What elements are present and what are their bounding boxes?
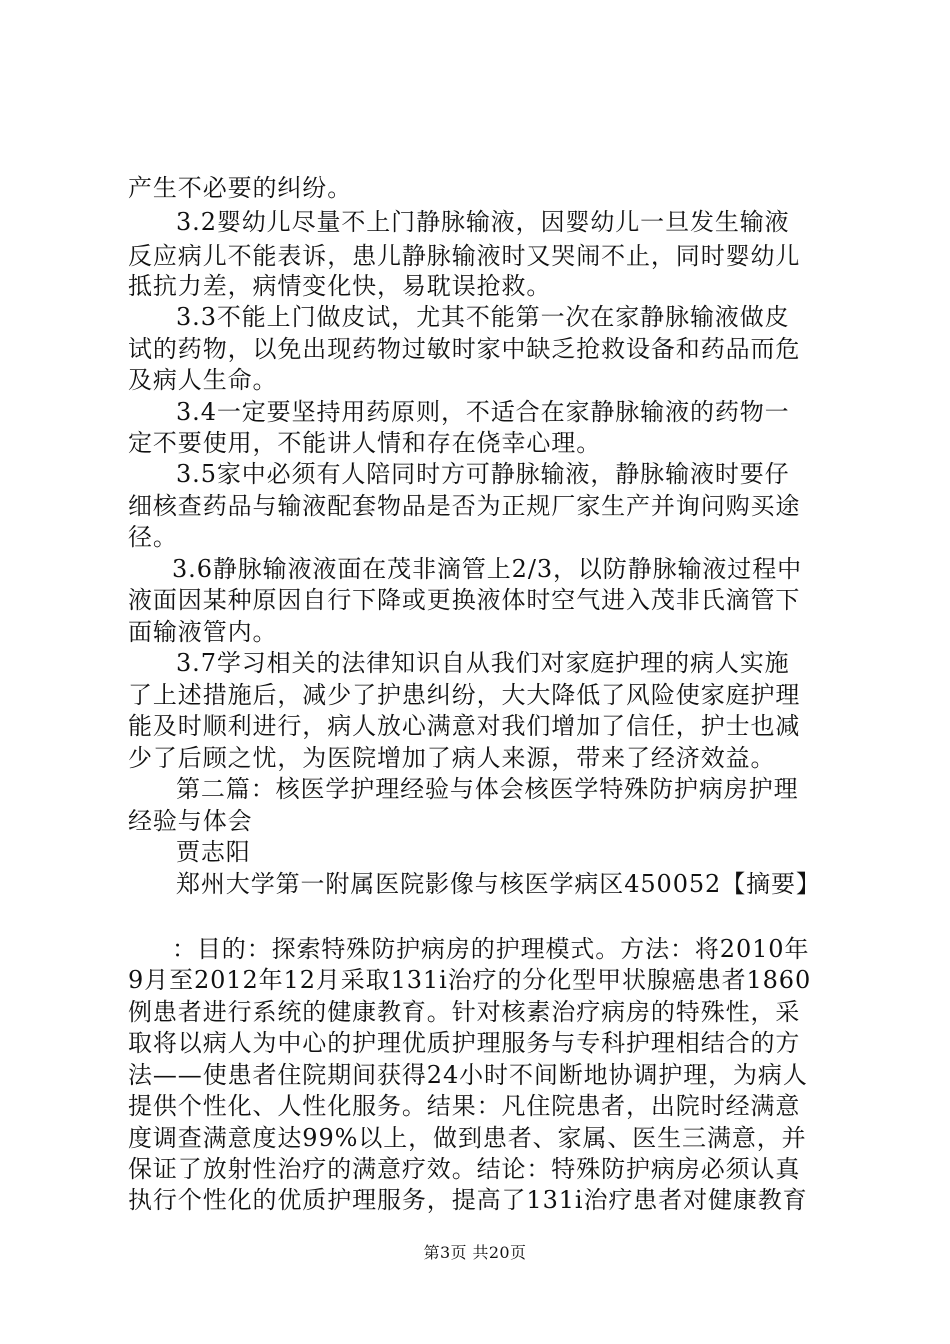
- text-line: 能及时顺利进行，病人放心满意对我们增加了信任，护士也减: [128, 712, 801, 740]
- text-line: 少了后顾之忧，为医院增加了病人来源，带来了经济效益。: [128, 744, 776, 772]
- text-line: 了上述措施后，减少了护患纠纷，大大降低了风险使家庭护理: [128, 681, 801, 709]
- text-line: 径。: [128, 523, 178, 551]
- text-line: 执行个性化的优质护理服务，提高了131i治疗患者对健康教育: [128, 1186, 808, 1214]
- text-line: 9月至2012年12月采取131i治疗的分化型甲状腺癌患者1860: [128, 966, 812, 994]
- text-line: 3.5家中必须有人陪同时方可静脉输液，静脉输液时要仔: [176, 460, 790, 488]
- author-name: 贾志阳: [176, 838, 251, 866]
- text-line: 3.3不能上门做皮试，尤其不能第一次在家静脉输液做皮: [176, 303, 790, 331]
- text-line: ：目的：探索特殊防护病房的护理模式。方法：将2010年: [172, 935, 810, 963]
- text-line: 液面因某种原因自行下降或更换液体时空气进入茂非氏滴管下: [128, 586, 801, 614]
- text-line: 试的药物，以免出现药物过敏时家中缺乏抢救设备和药品而危: [128, 335, 801, 363]
- section-heading: 第二篇：核医学护理经验与体会核医学特殊防护病房护理: [176, 775, 799, 803]
- page-number-footer: 第3页 共20页: [423, 1243, 527, 1262]
- text-line: 度调查满意度达99%以上，做到患者、家属、医生三满意，并: [128, 1124, 807, 1152]
- text-line: 抵抗力差，病情变化快，易耽误抢救。: [128, 272, 552, 300]
- text-line: 3.2婴幼儿尽量不上门静脉输液，因婴幼儿一旦发生输液: [176, 208, 790, 236]
- section-heading: 经验与体会: [128, 807, 253, 835]
- text-line: 取将以病人为中心的护理优质护理服务与专科护理相结合的方: [128, 1029, 801, 1057]
- text-line: 面输液管内。: [128, 618, 278, 646]
- text-line: 3.4一定要坚持用药原则，不适合在家静脉输液的药物一: [176, 398, 790, 426]
- text-line: 定不要使用，不能讲人情和存在侥幸心理。: [128, 429, 602, 457]
- text-line: 保证了放射性治疗的满意疗效。结论：特殊防护病房必须认真: [128, 1155, 801, 1183]
- text-line: 及病人生命。: [128, 366, 278, 394]
- text-line: 反应病儿不能表诉，患儿静脉输液时又哭闹不止，同时婴幼儿: [128, 242, 801, 270]
- text-line: 提供个性化、人性化服务。结果：凡住院患者，出院时经满意: [128, 1092, 801, 1120]
- text-line: 细核查药品与输液配套物品是否为正规厂家生产并询问购买途: [128, 492, 801, 520]
- affiliation-line: 郑州大学第一附属医院影像与核医学病区450052【摘要】: [176, 870, 821, 898]
- text-line: 法——使患者住院期间获得24小时不间断地协调护理，为病人: [128, 1061, 808, 1089]
- text-line: 3.7学习相关的法律知识自从我们对家庭护理的病人实施: [176, 649, 790, 677]
- text-line: 3.6静脉输液液面在茂非滴管上2/3，以防静脉输液过程中: [172, 555, 802, 583]
- text-line: 例患者进行系统的健康教育。针对核素治疗病房的特殊性，采: [128, 998, 801, 1026]
- text-line: 产生不必要的纠纷。: [128, 174, 353, 202]
